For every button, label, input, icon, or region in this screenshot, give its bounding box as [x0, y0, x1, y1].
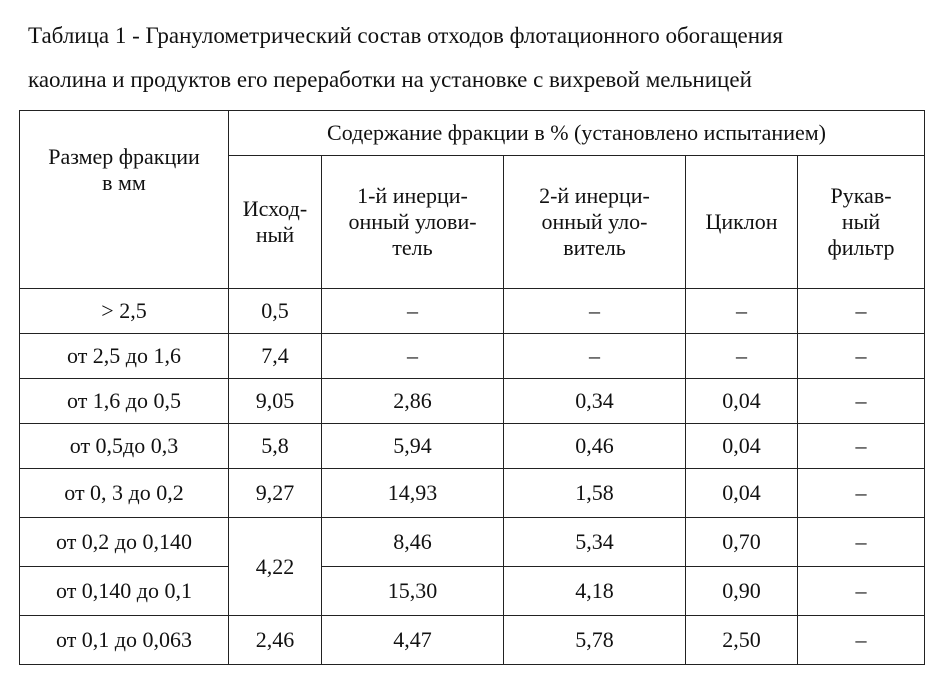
inertial1-cell: 2,86 [322, 379, 504, 424]
bag-filter-cell: – [798, 379, 925, 424]
size-cell: от 0,140 до 0,1 [20, 567, 229, 616]
table-row [20, 424, 925, 469]
cyclone-cell: 2,50 [686, 616, 798, 665]
size-cell: от 1,6 до 0,5 [20, 379, 229, 424]
size-column-header [20, 111, 229, 289]
inertial2-cell: 1,58 [504, 469, 686, 518]
size-cell: > 2,5 [20, 289, 229, 334]
cyclone-cell: – [686, 334, 798, 379]
inertial1-cell: 14,93 [322, 469, 504, 518]
table-caption [28, 14, 928, 102]
cyclone-cell: 0,04 [686, 469, 798, 518]
column-header-inertial-2: 2-й инерци- онный уло- витель [504, 156, 686, 289]
column-header-bag-filter: Рукав- ный фильтр [798, 156, 925, 289]
initial-cell: 2,46 [229, 616, 322, 665]
inertial1-cell: 8,46 [322, 518, 504, 567]
cyclone-cell: 0,70 [686, 518, 798, 567]
inertial1-cell: – [322, 289, 504, 334]
inertial2-cell: – [504, 289, 686, 334]
bag-filter-cell: – [798, 424, 925, 469]
bag-filter-cell: – [798, 334, 925, 379]
inertial1-cell: 15,30 [322, 567, 504, 616]
cyclone-cell: 0,04 [686, 424, 798, 469]
table-row [20, 567, 925, 616]
bag-filter-cell: – [798, 616, 925, 665]
inertial1-cell: 5,94 [322, 424, 504, 469]
table-row [20, 469, 925, 518]
inertial2-cell: 4,18 [504, 567, 686, 616]
size-cell: от 0, 3 до 0,2 [20, 469, 229, 518]
size-cell: от 0,5до 0,3 [20, 424, 229, 469]
initial-cell: 0,5 [229, 289, 322, 334]
caption-line-2: каолина и продуктов его переработки на установке с вихревой мельницей [28, 67, 752, 92]
table-row [20, 518, 925, 567]
size-cell: от 0,1 до 0,063 [20, 616, 229, 665]
size-cell: от 2,5 до 1,6 [20, 334, 229, 379]
granulometric-table [19, 110, 925, 665]
inertial2-cell: 5,78 [504, 616, 686, 665]
inertial2-cell: 0,46 [504, 424, 686, 469]
cyclone-cell: 0,90 [686, 567, 798, 616]
cyclone-cell: – [686, 289, 798, 334]
table-row [20, 289, 925, 334]
inertial2-cell: 0,34 [504, 379, 686, 424]
caption-line-1: Таблица 1 - Гранулометрический состав отходов флотационного обогащения [28, 23, 783, 48]
initial-cell-merged: 4,22 [229, 518, 322, 616]
inertial2-cell: – [504, 334, 686, 379]
bag-filter-cell: – [798, 289, 925, 334]
bag-filter-cell: – [798, 518, 925, 567]
table-row [20, 379, 925, 424]
initial-cell: 9,27 [229, 469, 322, 518]
initial-cell: 9,05 [229, 379, 322, 424]
bag-filter-cell: – [798, 469, 925, 518]
column-header-initial: Исход- ный [229, 156, 322, 289]
cyclone-cell: 0,04 [686, 379, 798, 424]
bag-filter-cell: – [798, 567, 925, 616]
inertial1-cell: 4,47 [322, 616, 504, 665]
content-group-header: Содержание фракции в % (установлено испытанием) [229, 111, 925, 156]
column-header-cyclone: Циклон [686, 156, 798, 289]
size-header-line-2: в мм [102, 169, 146, 195]
initial-cell: 7,4 [229, 334, 322, 379]
inertial1-cell: – [322, 334, 504, 379]
size-header-line-1: Размер фракции [48, 143, 200, 169]
initial-cell: 5,8 [229, 424, 322, 469]
table-row [20, 616, 925, 665]
table-row [20, 334, 925, 379]
column-header-inertial-1: 1-й инерци- онный улови- тель [322, 156, 504, 289]
header-row-top [20, 111, 925, 156]
inertial2-cell: 5,34 [504, 518, 686, 567]
size-cell: от 0,2 до 0,140 [20, 518, 229, 567]
